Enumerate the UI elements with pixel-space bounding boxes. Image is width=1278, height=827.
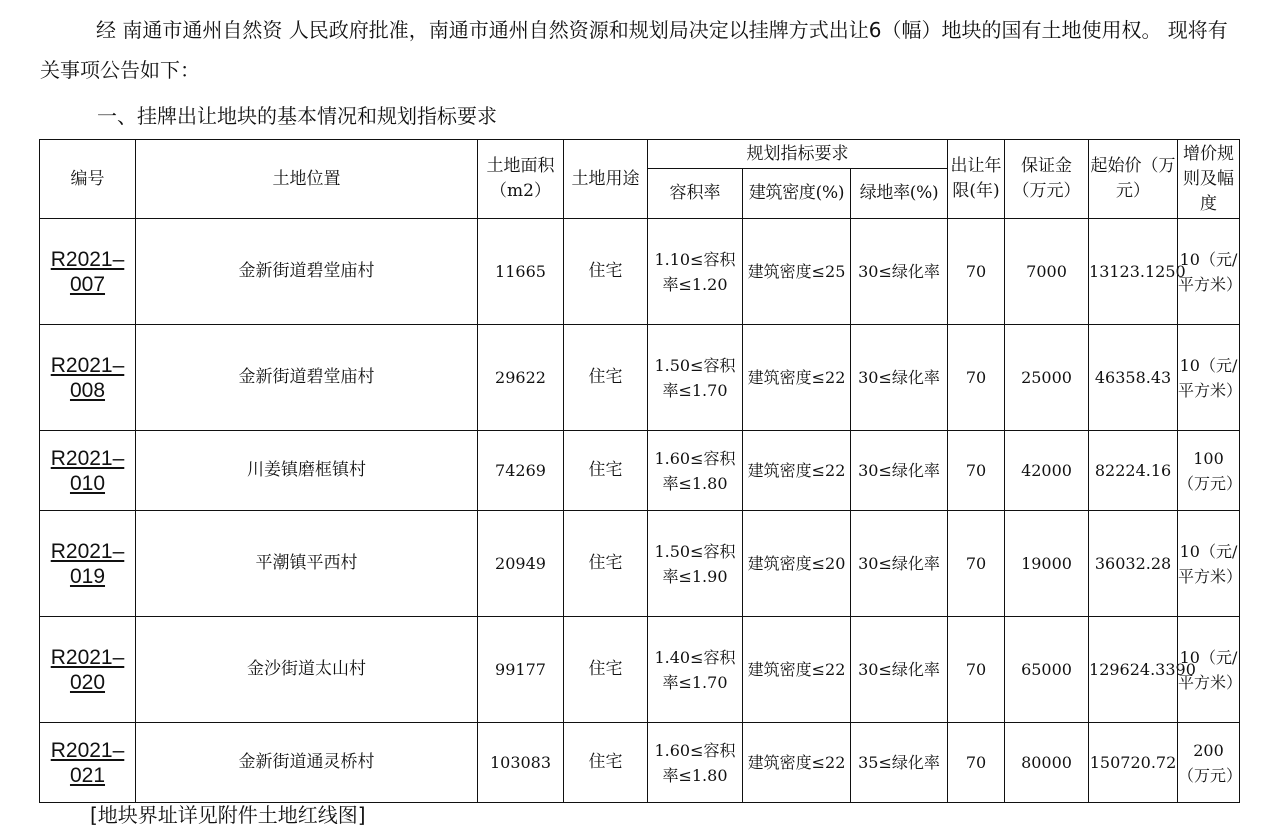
cell-far: 1.60≤容积率≤1.80 [648,723,743,803]
cell-location: 金新街道碧堂庙村 [136,219,478,325]
cell-density: 建筑密度≤25 [743,219,851,325]
cell-location: 金新街道碧堂庙村 [136,325,478,431]
cell-increment: 10（元/平方米） [1178,511,1240,617]
cell-green: 30≤绿化率 [851,325,948,431]
cell-use: 住宅 [564,723,648,803]
header-term: 出让年限(年) [948,140,1005,219]
table-row [40,617,1240,723]
cell-start-price: 13123.1250 [1089,219,1178,325]
cell-deposit: 65000 [1005,617,1089,723]
cell-use: 住宅 [564,617,648,723]
cell-start-price: 82224.16 [1089,431,1178,511]
header-deposit: 保证金（万元） [1005,140,1089,219]
table-row [40,219,1240,325]
cell-code[interactable]: R2021–020 [40,617,136,723]
cell-increment: 10（元/平方米） [1178,617,1240,723]
cell-deposit: 42000 [1005,431,1089,511]
cell-increment: 10（元/平方米） [1178,325,1240,431]
cell-start-price: 150720.72 [1089,723,1178,803]
intro-paragraph: 经 南通市通州自然资 人民政府批准，南通市通州自然资源和规划局决定以挂牌方式出让6（幅）地块的国有土地使用权。 现将有关事项公告如下： [40,18,1228,82]
cell-use: 住宅 [564,431,648,511]
cell-density: 建筑密度≤22 [743,723,851,803]
header-code: 编号 [40,140,136,219]
table-row [40,325,1240,431]
cell-green: 35≤绿化率 [851,723,948,803]
cell-far: 1.60≤容积率≤1.80 [648,431,743,511]
header-green: 绿地率(%) [851,169,948,219]
cell-term: 70 [948,511,1005,617]
header-start-price: 起始价（万元） [1089,140,1178,219]
cell-increment: 200（万元） [1178,723,1240,803]
table-row [40,431,1240,511]
cell-location: 平潮镇平西村 [136,511,478,617]
cell-code[interactable]: R2021–008 [40,325,136,431]
cell-green: 30≤绿化率 [851,511,948,617]
cell-code[interactable]: R2021–007 [40,219,136,325]
header-far: 容积率 [648,169,743,219]
cell-deposit: 19000 [1005,511,1089,617]
cell-term: 70 [948,325,1005,431]
table-row [40,511,1240,617]
land-parcel-table [39,139,1243,803]
cell-density: 建筑密度≤22 [743,617,851,723]
footer-fragment: [地块界址详见附件土地红线图] [90,803,366,827]
cell-green: 30≤绿化率 [851,219,948,325]
cell-deposit: 80000 [1005,723,1089,803]
cell-density: 建筑密度≤22 [743,431,851,511]
cell-term: 70 [948,431,1005,511]
cell-far: 1.50≤容积率≤1.70 [648,325,743,431]
header-planning: 规划指标要求 [648,140,948,169]
cell-use: 住宅 [564,219,648,325]
cell-far: 1.50≤容积率≤1.90 [648,511,743,617]
cell-area: 11665 [478,219,564,325]
cell-use: 住宅 [564,325,648,431]
cell-use: 住宅 [564,511,648,617]
cell-increment: 100（万元） [1178,431,1240,511]
cell-term: 70 [948,219,1005,325]
header-increment: 增价规则及幅度 [1178,140,1240,219]
cell-code[interactable]: R2021–019 [40,511,136,617]
cell-green: 30≤绿化率 [851,617,948,723]
cell-deposit: 7000 [1005,219,1089,325]
cell-code[interactable]: R2021–021 [40,723,136,803]
cell-code[interactable]: R2021–010 [40,431,136,511]
cell-density: 建筑密度≤20 [743,511,851,617]
cell-term: 70 [948,723,1005,803]
cell-location: 川姜镇磨框镇村 [136,431,478,511]
cell-location: 金沙街道太山村 [136,617,478,723]
cell-green: 30≤绿化率 [851,431,948,511]
cell-density: 建筑密度≤22 [743,325,851,431]
cell-start-price: 36032.28 [1089,511,1178,617]
table-row [40,723,1240,803]
cell-start-price: 46358.43 [1089,325,1178,431]
cell-area: 103083 [478,723,564,803]
cell-area: 74269 [478,431,564,511]
cell-deposit: 25000 [1005,325,1089,431]
cell-far: 1.40≤容积率≤1.70 [648,617,743,723]
header-use: 土地用途 [564,140,648,219]
cell-area: 20949 [478,511,564,617]
cell-far: 1.10≤容积率≤1.20 [648,219,743,325]
header-density: 建筑密度(%) [743,169,851,219]
cell-location: 金新街道通灵桥村 [136,723,478,803]
cell-start-price: 129624.3390 [1089,617,1178,723]
cell-area: 99177 [478,617,564,723]
header-location: 土地位置 [136,140,478,219]
cell-area: 29622 [478,325,564,431]
cell-term: 70 [948,617,1005,723]
section-heading: 一、挂牌出让地块的基本情况和规划指标要求 [97,104,497,128]
header-area: 土地面积（m2） [478,140,564,219]
cell-increment: 10（元/平方米） [1178,219,1240,325]
